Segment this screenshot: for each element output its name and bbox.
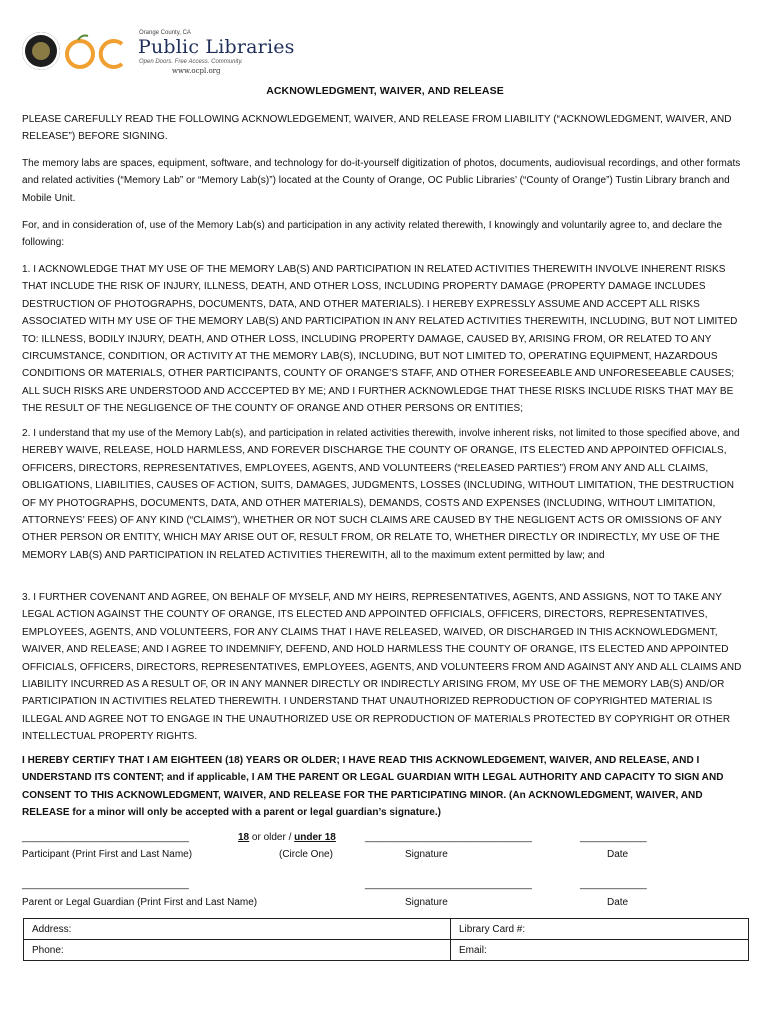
date-label: Date (607, 849, 629, 860)
org-top-line: Orange County, CA (139, 30, 191, 36)
guardian-label: Parent or Legal Guardian (Print First and Last Name) (22, 897, 258, 908)
table-row (24, 919, 749, 940)
participant-date-line[interactable]: ____________ (580, 832, 647, 843)
memory-labs-paragraph: The memory labs are spaces, equipment, software, and technology for do-it-yourself digitization of photos, documents, audiovisual recordings, and other formats and related activities (“Memory Lab” or “Memory Lab(s)”) located at the County of Orange, OC Public Libraries’ (“County of Orange”) Tustin Library branch and Mobile Unit. (22, 158, 741, 204)
age-selection[interactable] (238, 832, 336, 843)
certification-paragraph: I HEREBY CERTIFY THAT I AM EIGHTEEN (18) YEARS OR OLDER; I HAVE READ THIS ACKNOWLEDGEMENT, WAIVER, AND RELEASE, AND I UNDERSTAND ITS CONTENT; and if applicable, I AM THE PARENT OR LEGAL GUARDIAN WITH LEGAL AUTHORITY AND CAPACITY TO SIGN AND CONSENT TO THIS ACKNOWLEDGMENT, WAIVER, AND RELEASE FOR THE PARTICIPATING MINOR. (An ACKNOWLEDGMENT, WAIVER, AND RELEASE for a minor will only be accepted with a parent or legal guardian’s signature.) (22, 755, 724, 819)
clause-3: 3. I FURTHER COVENANT AND AGREE, ON BEHALF OF MYSELF, AND MY HEIRS, REPRESENTATIVES, AGENTS, AND ASSIGNS, NOT TO TAKE ANY LEGAL ACTION AGAINST THE COUNTY OF ORANGE, ITS ELECTED AND APPOINTED OFFICIALS, OFFICERS, DIRECTORS, REPRESENTATIVES, EMPLOYEES, AGENTS, AND VOLUNTEERS, FOR ANY CLAIMS THAT I HAVE RELEASED, WAIVED, OR DISCHARGED IN THIS ACKNOWLEDGMENT, WAIVER, AND RELEASE; AND I AGREE TO INDEMNIFY, DEFEND, AND HOLD HARMLESS THE COUNTY OF ORANGE, ITS ELECTED AND APPOINTED OFFICIALS, OFFICERS, DIRECTORS, REPRESENTATIVES, EMPLOYEES, AGENTS, AND VOLUNTEERS FROM AND AGAINST ANY AND ALL CLAIMS AND LIABILITY INCURRED AS A RESULT OF, OR IN ANY MANNER DIRECTLY OR INDIRECTLY ARISING FROM, MY USE OF THE MEMORY LAB(S) AND/OR PARTICIPATION IN ACTIVITIES RELATED THEREWITH. I UNDERSTAND THAT UNAUTHORIZED REPRODUCTION OF COPYRIGHTED MATERIAL IS ILLEGAL AND AGREE NOT TO ENGAGE IN THE UNAUTHORIZED USE OR REPRODUCTION OF MATERIALS PROTECTED BY COPYRIGHT OR OTHER INTELLECTUAL PROPERTY RIGHTS. (22, 592, 742, 743)
clause-2: 2. I understand that my use of the Memory Lab(s), and participation in related activities therewith, involve inherent risks, not limited to those specified above, and HEREBY WAIVE, RELEASE, HOLD HARMLESS, AND FOREVER DISCHARGE THE COUNTY OF ORANGE, ITS ELECTED AND APPOINTED OFFICIALS, OFFICERS, DIRECTORS, REPRESENTATIVES, EMPLOYEES, AGENTS, AND VOLUNTEERS (“RELEASED PARTIES”) FROM ANY AND ALL CLAIMS, OBLIGATIONS, LIABILITIES, CAUSES OF ACTION, SUITS, DAMAGES, JUDGMENTS, LOSSES (INCLUDING, WITHOUT LIMITATION, THE DESTRUCTION OF MY PHOTOGRAPHS, DOCUMENTS, DATA, AND OTHER MATERIALS), DEMANDS, COSTS AND EXPENSES (INCLUDING, WITHOUT LIMITATION, ATTORNEYS’ FEES) OF ANY KIND (“CLAIMS”), WHETHER OR NOT SUCH CLAIMS ARE CAUSED BY THE NEGLIGENT ACTS OR OMISSIONS OF ANY OTHER PERSON OR ENTITY, WHICH MAY ARISE OUT OF, RESULT FROM, OR RELATE TO, WHETHER DIRECTLY OR INDIRECTLY, MY USE OF THE MEMORY LAB(S) AND PARTICIPATION IN RELATED ACTIVITIES THEREWITH, all to the maximum extent permitted by law; and (22, 428, 740, 561)
signature-label: Signature (405, 849, 448, 860)
address-field[interactable]: Address: (24, 919, 451, 940)
guardian-name-line[interactable]: ______________________________ (22, 879, 189, 890)
consideration-paragraph: For, and in consideration of, use of the Memory Lab(s) and participation in any activity related therewith, I knowingly and voluntarily agree to, and declare the following: (22, 220, 723, 249)
library-card-field[interactable]: Library Card #: (451, 919, 749, 940)
guardian-date-line[interactable]: ____________ (580, 879, 647, 890)
participant-label: Participant (Print First and Last Name) (22, 849, 193, 860)
org-url: www.ocpl.org (172, 67, 221, 75)
guardian-signature-label: Signature (405, 897, 448, 908)
participant-name-line[interactable]: ______________________________ (22, 832, 189, 843)
circle-one-label: (Circle One) (279, 849, 333, 860)
guardian-date-label: Date (607, 897, 629, 908)
document-title: ACKNOWLEDGMENT, WAIVER, AND RELEASE (266, 85, 504, 97)
table-row (24, 940, 749, 961)
clause-1: 1. I ACKNOWLEDGE THAT MY USE OF THE MEMORY LAB(S) AND PARTICIPATION IN RELATED ACTIVITIES THEREWITH INVOLVE INHERENT RISKS THAT INCLUDE THE RISK OF INJURY, ILLNESS, DEATH, AND OTHER LOSS, INCLUDING PROPERTY DAMAGE (PROPERTY DAMAGE INCLUDES DESTRUCTION OF PHOTOGRAPHS, DOCUMENTS, DATA, AND OTHER MATERIALS). I HEREBY EXPRESSLY ASSUME AND ACCEPT ALL RISKS ASSOCIATED WITH MY USE OF THE MEMORY LAB(S) AND PARTICIPATION IN ANY RELATED ACTIVITIES THEREWITH, INCLUDING, BUT NOT LIMITED TO: ILLNESS, BODILY INJURY, DEATH, AND OTHER LOSS, INCLUDING PROPERTY DAMAGE, CAUSED BY, ARISING FROM, OR RELATED TO ANY CIRCUMSTANCE, CONDITION, OR ACTIVITY AT THE MEMORY LAB(S), INCLUDING, BUT NOT LIMITED TO, OPERATING EQUIPMENT, HAZARDOUS CONDITIONS OR MATERIALS, OTHER PARTICIPANTS, COUNTY OF ORANGE’S STAFF, AND OTHER FORESEEABLE AND UNFORESEEABLE CAUSES; ALL SUCH RISKS ARE UNDERSTOOD AND ACCCEPTED BY ME; AND I FURTHER ACKNOWLEDGE THAT THESE RISKS INCLUDE RISKS THAT MAY BE THE RESULT OF THE NEGLIGENCE OF THE COUNTY OF ORANGE AND OTHER PERSONS OR ENTITIES; (22, 264, 738, 415)
age-under-option[interactable]: under 18 (294, 832, 336, 843)
letterhead (22, 28, 295, 76)
contact-info-table (23, 918, 749, 961)
oc-logo-icon (64, 32, 136, 72)
org-tagline: Open Doors. Free Access. Community. (139, 59, 243, 65)
guardian-signature-line[interactable]: ______________________________ (365, 879, 532, 890)
intro-paragraph: PLEASE CAREFULLY READ THE FOLLOWING ACKNOWLEDGEMENT, WAIVER, AND RELEASE FROM LIABILITY (“ACKNOWLEDGMENT, WAIVER, AND RELEASE”) BEFORE SIGNING. (22, 114, 732, 143)
email-field[interactable]: Email: (451, 940, 749, 961)
county-seal-icon (22, 32, 60, 70)
age-over-option[interactable]: 18 (238, 832, 250, 843)
age-separator: or older / (249, 832, 295, 843)
org-name: Public Libraries (138, 36, 295, 58)
participant-signature-line[interactable]: ______________________________ (365, 832, 532, 843)
phone-field[interactable]: Phone: (24, 940, 451, 961)
